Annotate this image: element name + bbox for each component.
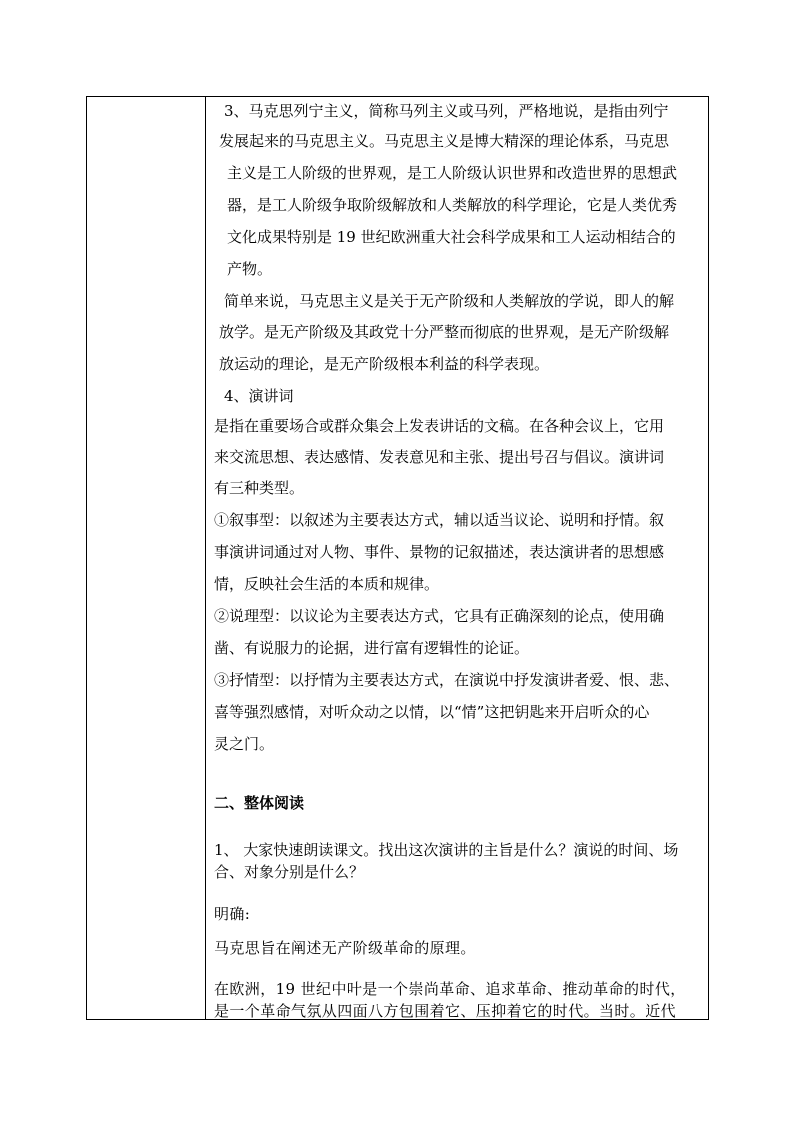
subheading: 4、演讲词 bbox=[224, 387, 294, 405]
document-table bbox=[86, 96, 709, 1020]
text-line: 是指在重要场合或群众集会上发表讲话的文稿。在各种会议上，它用 bbox=[214, 417, 665, 435]
text-line: 事演讲词通过对人物、事件、景物的记叙描述，表达演讲者的思想感 bbox=[214, 543, 665, 561]
text-line: 简单来说，马克思主义是关于无产阶级和人类解放的学说，即人的解 bbox=[224, 292, 675, 310]
text-line: 来交流思想、表达感情、发表意见和主张、提出号召与倡议。演讲词 bbox=[214, 448, 665, 466]
question-line: 合、对象分别是什么？ bbox=[214, 863, 365, 881]
answer-text: 在欧洲，19 世纪中叶是一个崇尚革命、追求革命、推动革命的时代， bbox=[214, 980, 686, 998]
text-line: 产物。 bbox=[227, 260, 273, 278]
text-line: 放运动的理论，是无产阶级根本利益的科学表现。 bbox=[219, 355, 550, 373]
text-line: 发展起来的马克思主义。马克思主义是博大精深的理论体系，马克思 bbox=[219, 132, 670, 150]
text-line: 文化成果特别是 19 世纪欧洲重大社会科学成果和工人运动相结合的 bbox=[227, 228, 676, 246]
answer-text: 是一个革命气氛从四面八方包围着它、压抑着它的时代。当时。近代 bbox=[214, 1002, 677, 1020]
question-line: 1、 大家快速朗读课文。找出这次演讲的主旨是什么？演说的时间、场 bbox=[214, 841, 679, 859]
section-heading: 二、整体阅读 bbox=[214, 794, 305, 812]
text-line: 灵之门。 bbox=[214, 735, 275, 753]
answer-label: 明确: bbox=[214, 905, 251, 923]
text-line: 放学。是无产阶级及其政党十分严整而彻底的世界观，是无产阶级解 bbox=[219, 323, 670, 341]
text-line: ③抒情型：以抒情为主要表达方式，在演说中抒发演讲者爱、恨、悲、 bbox=[214, 671, 680, 689]
text-line: 器，是工人阶级争取阶级解放和人类解放的科学理论，它是人类优秀 bbox=[227, 196, 678, 214]
column-divider bbox=[205, 97, 206, 1019]
text-line: 喜等强烈感情，对听众动之以情，以“情”这把钥匙来开启听众的心 bbox=[214, 703, 650, 721]
text-line: ②说理型：以议论为主要表达方式，它具有正确深刻的论点，使用确 bbox=[214, 607, 665, 625]
text-line: 3、马克思列宁主义，简称马列主义或马列，严格地说，是指由列宁 bbox=[224, 102, 669, 120]
answer-text: 马克思旨在阐述无产阶级革命的原理。 bbox=[214, 939, 476, 957]
text-line: 有三种类型。 bbox=[214, 479, 305, 497]
text-line: 情，反映社会生活的本质和规律。 bbox=[214, 575, 440, 593]
text-line: 主义是工人阶级的世界观，是工人阶级认识世界和改造世界的思想武 bbox=[227, 164, 678, 182]
text-line: 凿、有说服力的论据，进行富有逻辑性的论证。 bbox=[214, 639, 530, 657]
text-line: ①叙事型：以叙述为主要表达方式，辅以适当议论、说明和抒情。叙 bbox=[214, 511, 665, 529]
